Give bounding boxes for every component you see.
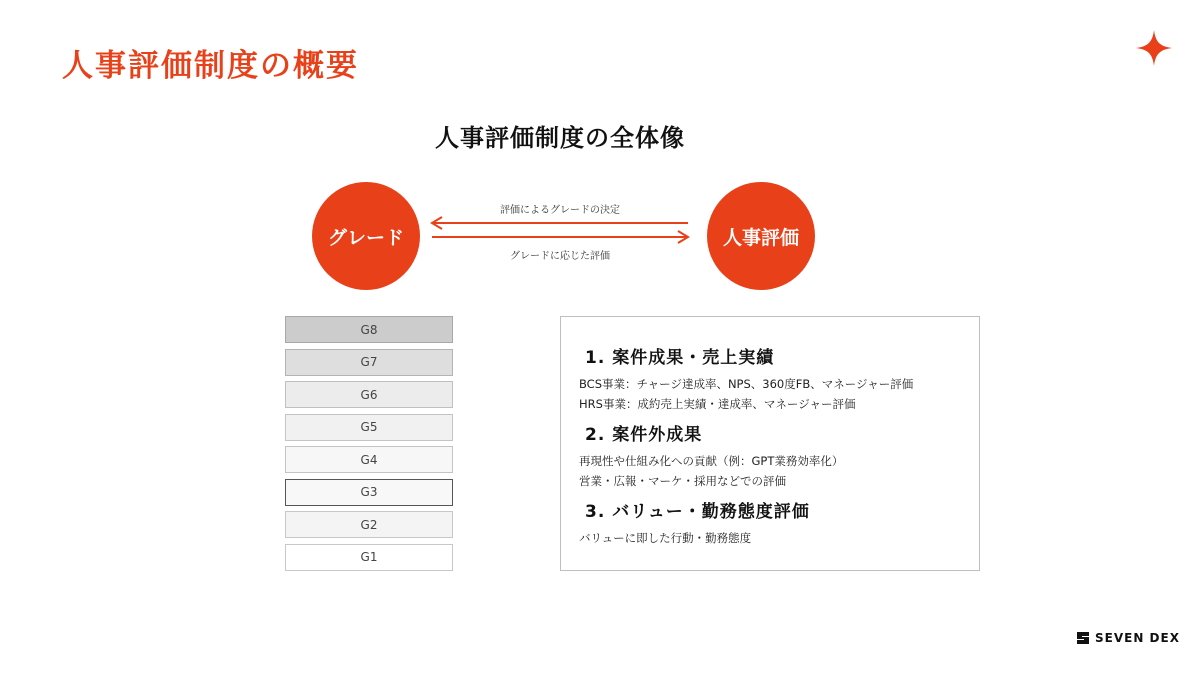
brand-logo: [1076, 631, 1180, 645]
arrow-to-grade: [432, 217, 688, 229]
arrow-label-grade-based-evaluation: グレードに応じた評価: [510, 251, 610, 262]
page-title: 人事評価制度の概要: [62, 48, 359, 84]
grade-ladder: [285, 316, 453, 576]
cycle-arrows: [420, 210, 700, 250]
criteria-detail: 営業・広報・マーケ・採用などでの評価: [579, 474, 786, 488]
criteria-detail: HRS事業：成約売上実績・達成率、マネージャー評価: [579, 397, 856, 411]
section-title: 人事評価制度の全体像: [435, 124, 685, 152]
arrow-to-evaluation: [432, 231, 688, 243]
grade-level-g2: G2: [285, 511, 453, 538]
evaluation-criteria-panel: [560, 316, 980, 571]
criteria-detail: BCS事業：チャージ達成率、NPS、360度FB、マネージャー評価: [579, 377, 914, 391]
grade-level-g5: G5: [285, 414, 453, 441]
evaluation-node: 人事評価: [707, 182, 815, 290]
grade-level-g7: G7: [285, 349, 453, 376]
criteria-heading: 2. 案件外成果: [585, 425, 703, 445]
criteria-heading: 3. バリュー・勤務態度評価: [585, 502, 810, 522]
grade-level-g8: G8: [285, 316, 453, 343]
grade-node: グレード: [312, 182, 420, 290]
seven-dex-logo-icon: [1076, 631, 1090, 645]
criteria-detail: バリューに即した行動・勤務態度: [579, 531, 752, 545]
grade-level-g3: G3: [285, 479, 453, 506]
grade-level-g1: G1: [285, 544, 453, 571]
grade-level-g6: G6: [285, 381, 453, 408]
arrow-label-grade-decision: 評価によるグレードの決定: [500, 205, 620, 216]
criteria-detail: 再現性や仕組み化への貢献（例：GPT業務効率化）: [579, 454, 844, 468]
brand-name: SEVEN DEX: [1095, 631, 1180, 645]
sparkle-icon: [1136, 30, 1172, 66]
criteria-heading: 1. 案件成果・売上実績: [585, 348, 775, 368]
grade-level-g4: G4: [285, 446, 453, 473]
